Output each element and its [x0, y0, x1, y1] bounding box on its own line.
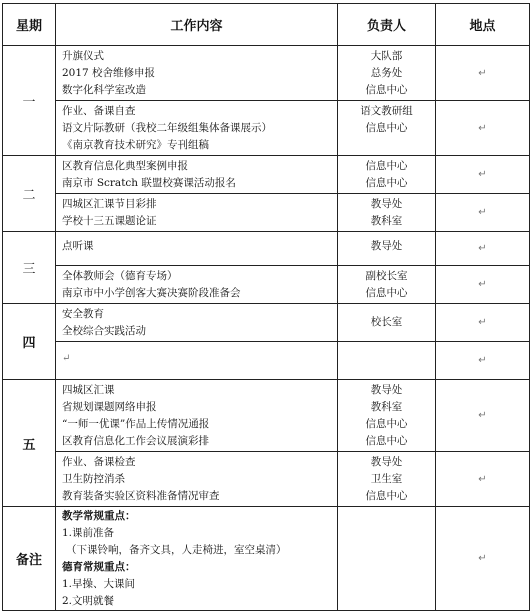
person-line: 信息中心 [365, 418, 408, 430]
table-row [3, 304, 530, 342]
content-line: 南京市 Scratch 联盟校赛课活动报名 [62, 177, 236, 189]
remarks-label: 备注 [3, 507, 56, 611]
paragraph-mark-icon: ↵ [478, 243, 487, 254]
paragraph-mark-icon: ↵ [478, 553, 487, 564]
remarks-content [56, 507, 338, 611]
content-cell [56, 101, 338, 156]
person-line: 信息中心 [365, 435, 408, 447]
table-row [3, 156, 530, 194]
person-line: 信息中心 [365, 287, 408, 299]
content-line: 区教育信息化工作会议展演彩排 [62, 435, 209, 447]
content-cell [56, 452, 338, 507]
header-person: 负责人 [338, 4, 436, 46]
paragraph-mark-icon: ↵ [478, 473, 487, 485]
place-cell [436, 194, 530, 232]
person-line: 教导处 [370, 456, 403, 468]
place-cell [436, 452, 530, 507]
content-line: 《南京教育技术研究》专刊组稿 [62, 139, 209, 151]
content-line: 2017 校舍维修申报 [62, 67, 156, 79]
content-cell [56, 156, 338, 194]
day-cell: 一 [3, 46, 56, 156]
remarks-line: 教学常规重点： [62, 510, 136, 522]
content-line: “一师一优课”作品上传情况通报 [62, 418, 210, 430]
person-line: 教科室 [370, 215, 403, 227]
content-line: 卫生防控消杀 [62, 473, 125, 485]
content-line: 学校十三五课题论证 [62, 215, 157, 227]
header-day: 星期 [3, 4, 56, 46]
person-line: 副校长室 [365, 270, 408, 282]
content-cell [56, 342, 338, 380]
person-line: 教导处 [370, 198, 403, 210]
content-line: 作业、备课自查 [62, 105, 136, 117]
person-cell [338, 304, 436, 342]
content-line: 数字化科学室改造 [62, 84, 146, 96]
content-line: 南京市中小学创客大赛决赛阶段准备会 [62, 287, 241, 299]
content-line: 全体教师会（德育专场） [62, 270, 178, 282]
content-line: 教育装备实验区资料准备情况审查 [62, 490, 220, 502]
place-cell [436, 46, 530, 101]
place-cell [436, 101, 530, 156]
table-row [3, 342, 530, 380]
person-cell [338, 452, 436, 507]
day-cell: 三 [3, 232, 56, 304]
table-row [3, 101, 530, 156]
person-cell [338, 266, 436, 304]
remarks-row [3, 507, 530, 611]
content-line: 升旗仪式 [62, 50, 104, 62]
place-cell [436, 156, 530, 194]
table-row [3, 232, 530, 266]
content-line: 作业、备课检查 [62, 456, 136, 468]
paragraph-mark-icon: ↵ [478, 410, 487, 421]
person-line: 教科室 [370, 401, 403, 413]
person-line: 总务处 [370, 67, 403, 79]
content-line: 全校综合实践活动 [62, 325, 146, 337]
person-line: 信息中心 [365, 160, 408, 172]
remarks-line: （下课铃响，备齐文具，人走椅进，室空桌清） [66, 544, 287, 556]
table-row [3, 266, 530, 304]
place-cell [436, 507, 530, 611]
paragraph-mark-icon: ↵ [478, 207, 487, 218]
paragraph-mark-icon: ↵ [478, 355, 487, 366]
content-line: 四城区汇课节目彩排 [62, 198, 157, 210]
table-row [3, 194, 530, 232]
content-cell [56, 232, 338, 266]
remarks-line: 1.课前准备 [62, 527, 115, 539]
content-line: 点听课 [62, 240, 94, 252]
remarks-line: 2.文明就餐 [62, 595, 115, 607]
content-line: 省规划课题网络申报 [62, 401, 157, 413]
header-place: 地点 [436, 4, 530, 46]
paragraph-mark-icon: ↵ [478, 67, 487, 79]
person-line: 信息中心 [365, 122, 408, 134]
person-cell [338, 232, 436, 266]
paragraph-mark-icon: ↵ [62, 353, 71, 364]
content-line: 安全教育 [62, 308, 104, 320]
place-cell [436, 342, 530, 380]
table-row [3, 452, 530, 507]
person-cell [338, 101, 436, 156]
place-cell [436, 380, 530, 452]
person-cell [338, 342, 436, 380]
paragraph-mark-icon: ↵ [478, 317, 487, 328]
person-line: 信息中心 [365, 177, 408, 189]
content-cell [56, 46, 338, 101]
weekly-schedule-table [2, 3, 530, 611]
remarks-line: 1.早操、大课间 [62, 578, 136, 590]
place-cell [436, 304, 530, 342]
person-line: 教导处 [370, 240, 403, 252]
person-cell [338, 507, 436, 611]
place-cell [436, 266, 530, 304]
content-line: 语文片际教研（我校二年级组集体备课展示） [62, 122, 272, 134]
person-line: 教导处 [370, 384, 403, 396]
person-cell [338, 156, 436, 194]
header-content: 工作内容 [56, 4, 338, 46]
day-cell: 二 [3, 156, 56, 232]
person-cell [338, 194, 436, 232]
person-line: 信息中心 [365, 84, 408, 96]
person-line: 信息中心 [365, 490, 408, 502]
remarks-line: 德育常规重点： [62, 561, 136, 573]
table-row [3, 380, 530, 452]
person-line: 大队部 [370, 50, 403, 62]
header-row [3, 4, 530, 46]
content-cell [56, 194, 338, 232]
content-line: 四城区汇课 [62, 384, 115, 396]
paragraph-mark-icon: ↵ [478, 279, 487, 290]
person-line: 校长室 [370, 316, 403, 328]
content-cell [56, 304, 338, 342]
person-cell [338, 380, 436, 452]
person-line: 语文教研组 [360, 105, 413, 117]
schedule-sheet [2, 3, 529, 607]
content-cell [56, 380, 338, 452]
person-cell [338, 46, 436, 101]
day-cell: 五 [3, 380, 56, 507]
day-cell: 四 [3, 304, 56, 380]
person-line: 卫生室 [370, 473, 403, 485]
table-row [3, 46, 530, 101]
content-cell [56, 266, 338, 304]
paragraph-mark-icon: ↵ [478, 122, 487, 134]
place-cell [436, 232, 530, 266]
content-line: 区教育信息化典型案例申报 [62, 160, 188, 172]
paragraph-mark-icon: ↵ [478, 169, 487, 180]
